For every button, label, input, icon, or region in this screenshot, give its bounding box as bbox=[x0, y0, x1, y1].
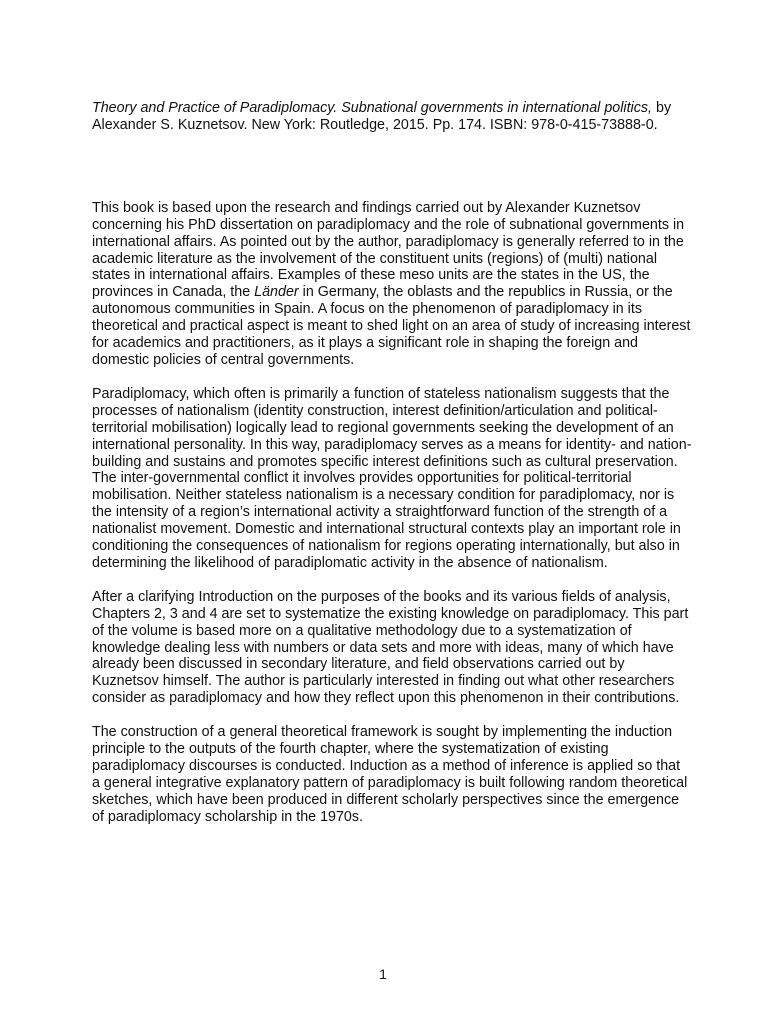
page-content bbox=[92, 100, 692, 843]
paragraph-3: After a clarifying Introduction on the purposes of the books and its various fields of analysis, Chapters 2, 3 and 4 are set to systematize the existing knowledge on paradiplomacy. This part of the volume is based more on a qualitative methodology due to a systematization of knowledge dealing less with numbers or data sets and more with ideas, many of which have already been discussed in secondary literature, and field observations carried out by Kuznetsov himself. The author is particularly interested in finding out what other researchers consider as paradiplomacy and how they reflect upon this phenomenon in their contributions. bbox=[92, 588, 689, 707]
book-title: Theory and Practice of Paradiplomacy. Subnational governments in international politics, bbox=[92, 100, 653, 116]
paragraph-1-italic-term: Länder bbox=[254, 284, 299, 301]
review-body bbox=[92, 200, 692, 826]
page-number-text: 1 bbox=[379, 966, 387, 982]
page-number bbox=[0, 966, 768, 982]
paragraph-1-part-a: This book is based upon the research and findings carried out by Alexander Kuznetsov concerning his PhD dissertation on paradiplomacy and the role of subnational governments in international affairs. As pointed out by the author, paradiplomacy is generally referred to in the academic literature as the involvement of the constituent units (regions) of (multi) national states in international affairs. Examples of these meso units are the states in the US, the provinces in Canada, the bbox=[92, 199, 685, 301]
book-details: by Alexander S. Kuznetsov. New York: Routledge, 2015. Pp. 174. ISBN: 978-0-415-73888-0. bbox=[92, 100, 672, 133]
book-citation bbox=[92, 100, 692, 134]
paragraph-1-part-b: in Germany, the oblasts and the republics in Russia, or the autonomous communities in Spain. A focus on the phenomenon of paradiplomacy in its theoretical and practical aspect is meant to shed light on an area of study of increasing interest for academics and practitioners, as it plays a significant role in shaping the foreign and domestic policies of central governments. bbox=[92, 284, 691, 368]
paragraph-1 bbox=[92, 200, 692, 369]
paragraph-2: Paradiplomacy, which often is primarily a function of stateless nationalism suggests that the processes of nationalism (identity construction, interest definition/articulation and political-territorial mobilisation) logically lead to regional governments seeking the development of an international personality. In this way, paradiplomacy serves as a means for identity- and nation-building and sustains and promotes specific interest definitions such as cultural preservation. The inter-governmental conflict it involves provides opportunities for political-territorial mobilisation. Neither stateless nationalism is a necessary condition for paradiplomacy, nor is the intensity of a region’s international activity a straightforward function of the strength of a nationalist movement. Domestic and international structural contexts play an important role in conditioning the consequences of nationalism for regions operating internationally, but also in determining the likelihood of paradiplomatic activity in the absence of nationalism. bbox=[92, 385, 692, 571]
paragraph-4: The construction of a general theoretical framework is sought by implementing the induction principle to the outputs of the fourth chapter, where the systematization of existing paradiplomacy discourses is conducted. Induction as a method of inference is applied so that a general integrative explanatory pattern of paradiplomacy is built following random theoretical sketches, which have been produced in different scholarly perspectives since the emergence of paradiplomacy scholarship in the 1970s. bbox=[92, 724, 688, 825]
